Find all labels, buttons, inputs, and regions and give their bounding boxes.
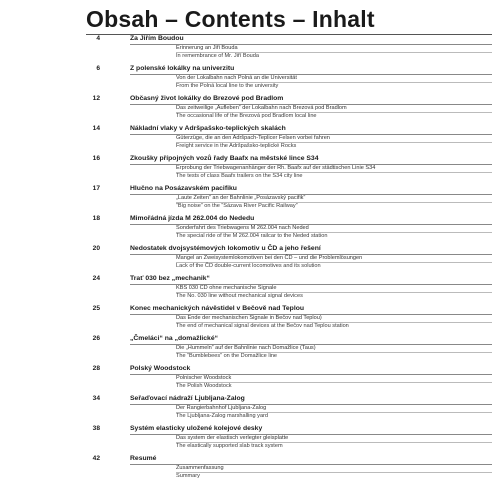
- page-number: 24: [92, 275, 100, 282]
- toc-entry: [0, 124, 500, 154]
- subtitle-english: “Big noise” on the “Sázava River Pacific Railway”: [176, 203, 298, 210]
- entry-title: Za Jiřím Boudou: [130, 34, 492, 45]
- subtitle-english: The tests of class Baafx trailers on the S34 city line: [176, 173, 303, 180]
- toc-entry: [0, 364, 500, 394]
- toc-entry: [0, 454, 500, 484]
- entry-title: Nákladní vlaky v Adršpašsko-teplických skalách: [130, 124, 492, 135]
- entry-title: Hlučno na Posázavském pacifiku: [130, 184, 492, 195]
- page-number: 4: [96, 35, 100, 42]
- subtitle-german: „Laute Zeiten“ an der Bahnlinie „Posázavský pacifik“: [176, 195, 492, 204]
- toc-entry: [0, 334, 500, 364]
- subtitle-english: Summary: [176, 473, 200, 480]
- subtitle-english: The Polish Woodstock: [176, 383, 232, 390]
- entry-title: Polský Woodstock: [130, 364, 492, 375]
- page-number: 20: [92, 245, 100, 252]
- entry-title: Seřaďovací nádraží Ljubljana-Zalog: [130, 394, 492, 405]
- toc-entry: [0, 304, 500, 334]
- entry-title: Nedostatek dvojsystémových lokomotiv u ČD a jeho řešení: [130, 244, 492, 255]
- subtitle-english: The Ljubljana-Zalog marshalling yard: [176, 413, 269, 420]
- page-number: 28: [92, 365, 100, 372]
- subtitle-english: Lack of the ČD double-current locomotives and its solution: [176, 263, 321, 270]
- toc-entry: [0, 244, 500, 274]
- subtitle-english: The end of mechanical signal devices at the Bečov nad Teplou station: [176, 323, 349, 330]
- subtitle-german: Das zeitweilige „Aufleben“ der Lokalbahn nach Brezová pod Bradlom: [176, 105, 492, 114]
- entry-title: Systém elasticky uložené kolejové desky: [130, 424, 492, 435]
- page-number: 17: [92, 185, 100, 192]
- subtitle-german: Sonderfahrt des Triebwagens M 262.004 nach Neded: [176, 225, 492, 234]
- entry-title: Mimořádná jízda M 262.004 do Nededu: [130, 214, 492, 225]
- subtitle-english: In remembrance of Mr. Jiří Bouda: [176, 53, 260, 60]
- toc-entry: [0, 424, 500, 454]
- page-number: 38: [92, 425, 100, 432]
- subtitle-german: Das system der elastisch verlegter gleisplatte: [176, 435, 492, 444]
- subtitle-english: Freight service in the Adršpašsko-teplické Rocks: [176, 143, 297, 150]
- subtitle-german: Mangel an Zweisystemlokomotiven bei den ČD – und die Problemlösungen: [176, 255, 492, 264]
- toc-entry: [0, 34, 500, 64]
- entry-title: „Čmeláci“ na „domažlické“: [130, 334, 492, 345]
- subtitle-english: The occasional life of the Brezová pod Bradlom local line: [176, 113, 317, 120]
- subtitle-german: Von der Lokalbahn nach Polná an die Universität: [176, 75, 492, 84]
- subtitle-german: Erprobung der Triebwagenanhänger der Rh. Baafx auf der städtischen Linie S34: [176, 165, 492, 174]
- page-number: 42: [92, 455, 100, 462]
- entry-title: Resumé: [130, 454, 492, 465]
- page-number: 25: [92, 305, 100, 312]
- toc-entry: [0, 154, 500, 184]
- page-number: 12: [92, 95, 100, 102]
- page-number: 14: [92, 125, 100, 132]
- subtitle-german: Das Ende der mechanischen Signale in Bečov nad Teplou): [176, 315, 492, 324]
- toc-entry: [0, 64, 500, 94]
- contents-list: [0, 34, 500, 484]
- subtitle-german: Die „Hummeln“ auf der Bahnlinie nach Domažlice (Taus): [176, 345, 492, 354]
- page-number: 34: [92, 395, 100, 402]
- toc-entry: [0, 214, 500, 244]
- page-number: 16: [92, 155, 100, 162]
- subtitle-english: From the Polná local line to the university: [176, 83, 279, 90]
- subtitle-english: The special ride of the M 262.004 railcar to the Neded station: [176, 233, 328, 240]
- entry-title: Občasný život lokálky do Brezové pod Bradlom: [130, 94, 492, 105]
- entry-title: Trať 030 bez „mechanik“: [130, 274, 492, 285]
- subtitle-english: The No. 030 line without mechanical signal devices: [176, 293, 303, 300]
- subtitle-german: Güterzüge, die an den Adršpach-Teplicer Felsen vorbei fahren: [176, 135, 492, 144]
- subtitle-german: KBS 030 CD ohne mechanische Signale: [176, 285, 492, 294]
- toc-entry: [0, 94, 500, 124]
- page-number: 6: [96, 65, 100, 72]
- entry-title: Z polenské lokálky na univerzitu: [130, 64, 492, 75]
- subtitle-german: Zusammenfassung: [176, 465, 492, 474]
- entry-title: Zkoušky přípojných vozů řady Baafx na městské lince S34: [130, 154, 492, 165]
- subtitle-german: Polnischer Woodstock: [176, 375, 492, 384]
- toc-entry: [0, 274, 500, 304]
- subtitle-german: Der Rangierbahnhof Ljubljana-Zalog: [176, 405, 492, 414]
- page-number: 26: [92, 335, 100, 342]
- subtitle-german: Erinnerung an Jiři Bouda: [176, 45, 492, 54]
- toc-entry: [0, 394, 500, 424]
- page-title: Obsah – Contents – Inhalt: [86, 4, 492, 35]
- subtitle-english: The “Bumblebees” on the Domažlice line: [176, 353, 278, 360]
- page-number: 18: [92, 215, 100, 222]
- subtitle-english: The elastically supported slab track system: [176, 443, 283, 450]
- toc-entry: [0, 184, 500, 214]
- entry-title: Konec mechanických návěstidel v Bečově nad Teplou: [130, 304, 492, 315]
